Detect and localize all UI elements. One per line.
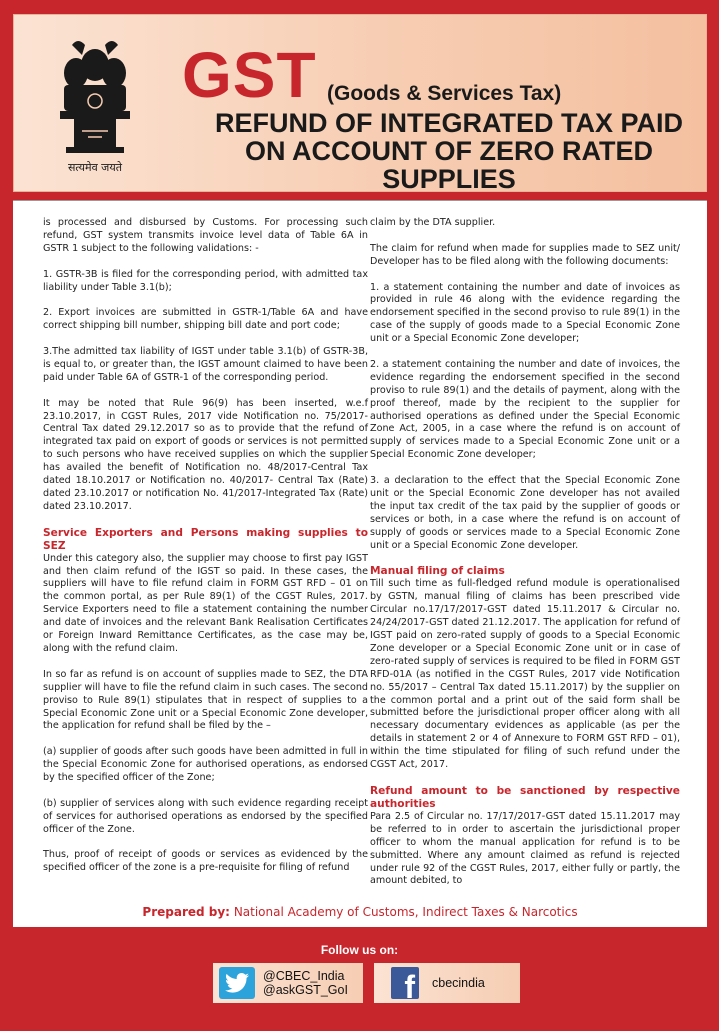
paragraph: 3. a declaration to the effect that the Special Economic Zone unit or the Special Economic Zone developer has not availed the input tax credit of the tax paid by the supplier of goods or services or both, in a case where the refund is on account of supply of goods or services made to a Special Economic Zone unit or a Special Economic Zone developer. [370,475,680,551]
paragraph: 2. Export invoices are submitted in GSTR-1/Table 6A and have correct shipping bill number, shipping bill date and port code; [43,307,368,332]
facebook-icon: f [391,967,419,999]
paragraph: is processed and disbursed by Customs. For processing such refund, GST system transmits invoice level data of Table 6A in GSTR 1 subject to the following validations: - [43,217,368,254]
twitter-icon [219,967,255,999]
follow-label: Follow us on: [320,943,399,957]
paragraph: Under this category also, the supplier may choose to first pay IGST and then claim refund of the IGST so paid. In these cases, the suppliers will have to file refund claim in FORM GST RFD – 01 on the common portal, as per Rule 89(1) of the CGST Rules, 2017. Service Exporters need to file a statement containing the number and date of invoices and the relevant Bank Realisation Certificates or Foreign Inward Remittance Certificates, as the case may be, along with the refund claim. [43,552,368,655]
paragraph: 1. GSTR-3B is filed for the corresponding period, with admitted tax liability under Table 3.1(b); [43,268,368,293]
paragraph: 2. a statement containing the number and date of invoices, the evidence regarding the endorsement specified in the second proviso to rule 89(1) and the details of payment, along with the proof thereof, made by the recipient to the supplier for authorised operations as defined under the Special Economic Zone Act, 2005, in a case where the refund is on account of supply of services made to a Special Economic Zone unit or a Special Economic Zone developer; [370,358,680,461]
ashoka-emblem-icon [52,35,138,155]
content-panel [13,200,707,927]
paragraph: Para 2.5 of Circular no. 17/17/2017-GST dated 15.11.2017 may be referred to in order to ascertain the jurisdictional proper officer to whom the manual application for refund is to be submitted. Where any amount claimed as refund is rejected under rule 92 of the CGST Rules, 2017, either fully or partly, the amount debited, to [370,810,680,887]
paragraph: The claim for refund when made for supplies made to SEZ unit/ Developer has to be filed along with the following documents: [370,242,680,267]
section-heading: Refund amount to be sanctioned by respective authorities [370,784,680,810]
twitter-handles [263,969,348,997]
gst-brand: GST [182,39,317,111]
twitter-link[interactable] [213,963,363,1003]
paragraph: Thus, proof of receipt of goods or services as evidenced by the specified officer of the zone is a pre-requisite for filing of refund [43,849,368,874]
prepared-by [13,905,707,919]
title-line: ON ACCOUNT OF ZERO RATED [245,136,653,166]
section-heading: Service Exporters and Persons making supplies to SEZ [43,526,368,552]
national-motto: सत्यमेव जयते [67,161,122,174]
facebook-handle: cbecindia [432,976,485,990]
prepared-label: Prepared by: [142,905,230,919]
paragraph: (b) supplier of services along with such evidence regarding receipt of services for authorised operations as endorsed by the specified officer of the Zone. [43,797,368,835]
paragraph: 3.The admitted tax liability of IGST under table 3.1(b) of GSTR-3B, is equal to, or greater than, the IGST amount claimed to have been paid under Table 6A of GSTR-1 of the corresponding period. [43,346,368,383]
title-line: SUPPLIES [382,164,516,194]
header-banner [13,14,707,192]
paragraph: It may be noted that Rule 96(9) has been inserted, w.e.f 23.10.2017, in CGST Rules, 2017 vide Notification no. 75/2017-Central Tax dated 29.12.2017 so as to provide that the refund of integrated tax paid on export of goods or services is not permitted to such persons who have received supplies on which the supplier has availed the benefit of Notification no. 48/2017-Central Tax dated 18.10.2017 or Notification no. 40/2017- Central Tax (Rate) dated 23.10.2017 or notification No. 41/2017-Integrated Tax (Rate) dated 23.10.2017. [43,397,368,512]
twitter-handle: @askGST_GoI [263,983,348,997]
paragraph: In so far as refund is on account of supplies made to SEZ, the DTA supplier will have to file the refund claim in such cases. The second proviso to Rule 89(1) stipulates that in respect of supplies to a Special Economic Zone unit or a Special Economic Zone developer, the application for refund shall be filed by the – [43,668,368,732]
paragraph: claim by the DTA supplier. [370,217,496,228]
right-column [370,217,680,901]
paragraph: 1. a statement containing the number and date of invoices as provided in rule 46 along with the evidence regarding the endorsement specified in the second proviso to rule 89(1) in the case of the supply of goods made to a Special Economic Zone unit or a Special Economic Zone developer; [370,281,680,345]
prepared-org: National Academy of Customs, Indirect Taxes & Narcotics [233,905,578,919]
gst-subtitle: (Goods & Services Tax) [327,82,562,105]
paragraph: (a) supplier of goods after such goods have been admitted in full in the Special Economic Zone for authorised operations, as endorsed by the specified officer of the Zone; [43,746,368,784]
twitter-handle: @CBEC_India [263,969,345,983]
page-title [164,109,719,193]
section-heading: Manual filing of claims [370,565,505,578]
left-column [43,217,368,888]
paragraph: Till such time as full-fledged refund module is operationalised by GSTN, manual filing of claims has been prescribed vide Circular no.17/17/2017-GST dated 15.11.2017 & Circular no. 24/24/2017-GST dated 21.12.2017. The application for refund of IGST paid on zero-rated supply of goods to a Special Economic Zone developer or a Special Economic Zone unit or in case of zero-rated supply of services is required to be filed in FORM GST RFD-01A (as notified in the CGST Rules, 2017 vide Notification no. 55/2017 – Central Tax dated 15.11.2017) by the supplier on the common portal and a print out of the said form shall be submitted before the jurisdictional proper officer along with all necessary documentary evidences as applicable (as per the details in statement 2 or 4 of Annexure to FORM GST RFD – 01), within the time stipulated for filing of such refund under the CGST Act, 2017. [370,578,681,771]
title-line: REFUND OF INTEGRATED TAX PAID [215,108,683,138]
facebook-link[interactable] [374,963,520,1003]
